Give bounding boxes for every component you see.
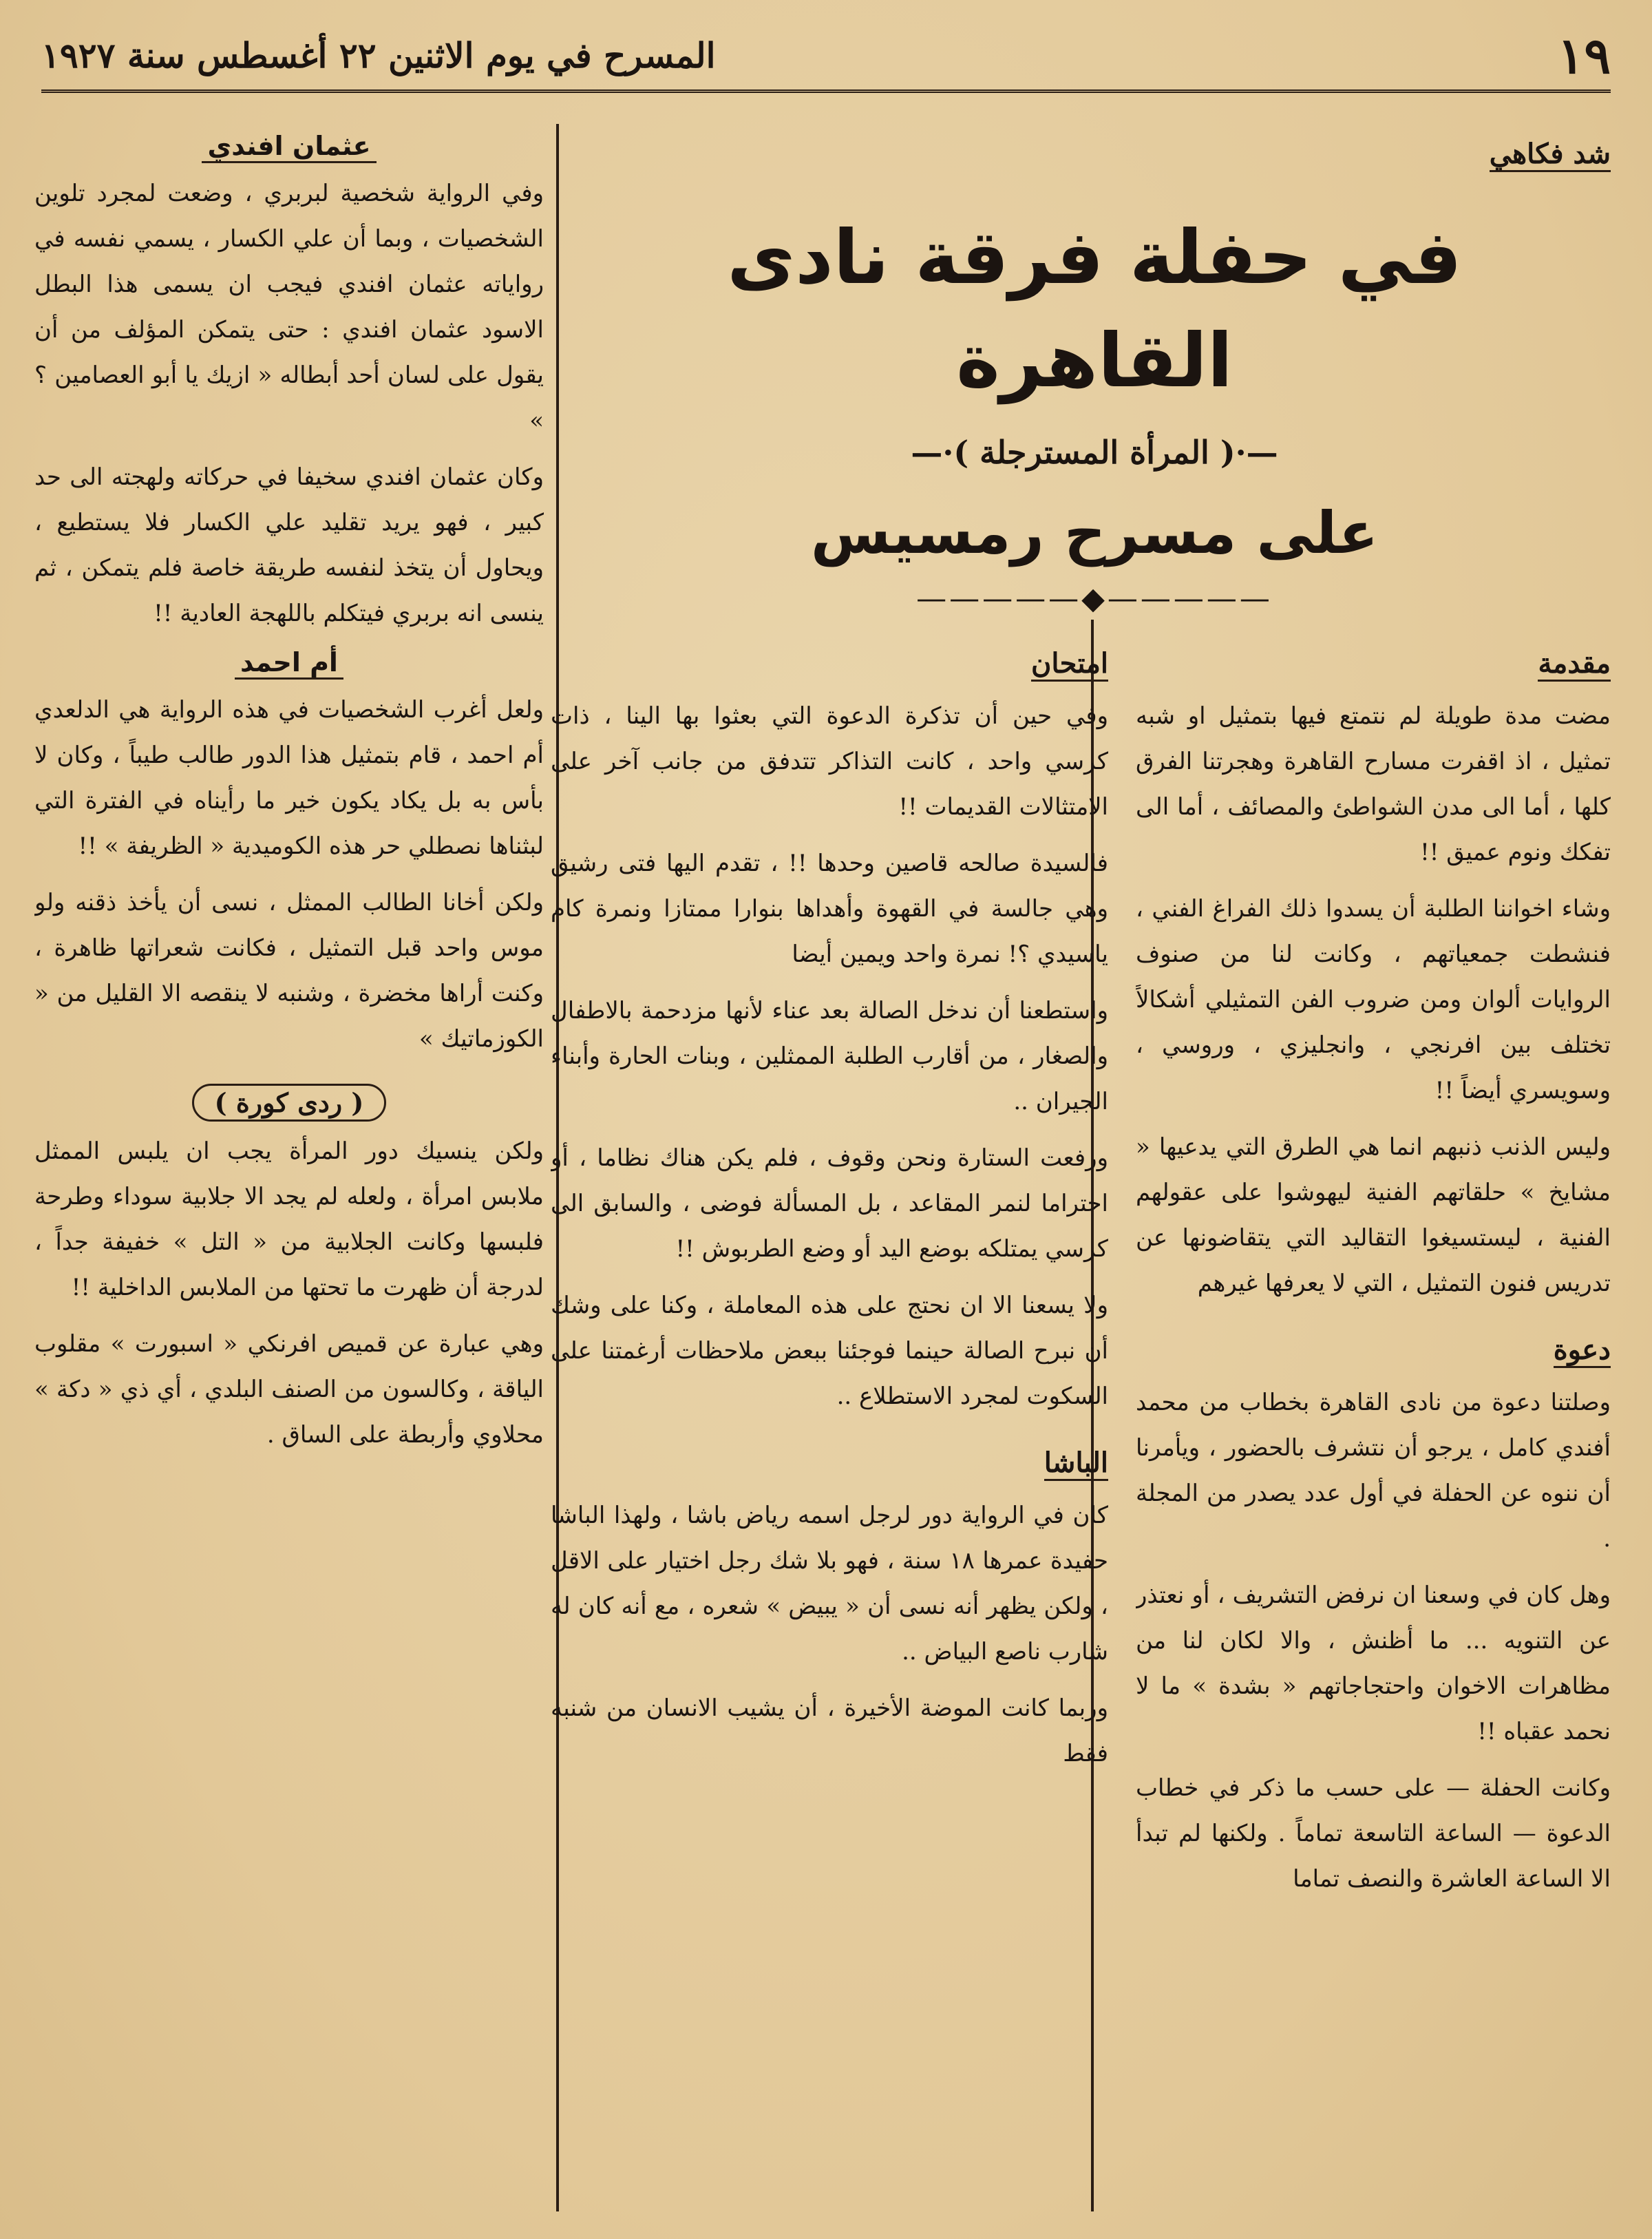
play-title: —·( المرأة المسترجلة )·— xyxy=(911,434,1278,471)
article-kicker-wrap xyxy=(578,138,1611,170)
article-subheadline: على مسرح رمسيس xyxy=(810,499,1379,567)
running-title: المسرح في يوم الاثنين ٢٢ أغسطس سنة ١٩٢٧ xyxy=(41,34,716,76)
paragraph: وليس الذنب ذنبهم انما هي الطرق التي يدعيها « مشايخ » حلقاتهم الفنية ليهوشوا على عقولهم الفنية ، ليستسيغوا التقاليد التي يتقاضونها عن تدريس فنون التمثيل ، التي لا يعرفها غيرهم xyxy=(1136,1133,1611,1297)
paragraph: وهي عبارة عن قميص افرنكي « اسبورت » مقلوب الياقة ، وكالسون من الصنف البلدي ، أي ذي « دكة » محلاوي وأربطة على الساق . xyxy=(34,1330,544,1449)
article-headline-block xyxy=(578,207,1611,616)
paragraph: وكانت الحفلة — على حسب ما ذكر في خطاب الدعوة — الساعة التاسعة تماماً . ولكنها لم تبدأ الا الساعة العاشرة والنصف تماما xyxy=(1136,1774,1611,1893)
paragraph: وكان عثمان افندي سخيفا في حركاته ولهجته الى حد كبير ، فهو يريد تقليد علي الكسار فلا يستطيع ، ويحاول أن يتخذ لنفسه طريقة خاصة فلم يتمكن ، ثم ينسى انه بربري فيتكلم باللهجة العادية !! xyxy=(34,463,544,627)
article-kicker: شد فكاهي xyxy=(1490,138,1611,172)
paragraph: وفي الرواية شخصية لبربري ، وضعت لمجرد تلوين الشخصيات ، وبما أن علي الكسار ، يسمي نفسه في رواياته عثمان افندي فيجب ان يسمى هذا البطل الاسود عثمان افندي : حتى يتمكن المؤلف من أن يقول على لسان أحد أبطاله « ازيك يا أبو العصامين ؟ » xyxy=(34,180,544,434)
paragraph: مضت مدة طويلة لم نتمتع فيها بتمثيل او شبه تمثيل ، اذ اقفرت مسارح القاهرة وهجرتنا الفرق كلها ، أما الى مدن الشواطئ والمصائف ، أما الى تفكك ونوم عميق !! xyxy=(1136,702,1611,866)
column-right xyxy=(1136,620,1611,2211)
section-heading-boxed: ( ردى كورة ) xyxy=(192,1084,387,1122)
paragraph: ولكن أخانا الطالب الممثل ، نسى أن يأخذ ذقنه ولو موس واحد قبل التمثيل ، فكانت شعراتها ظاهرة ، وكنت أراها مخضرة ، وشنبه لا ينقصه الا القليل من « الكوزماتيك » xyxy=(34,889,544,1053)
column-left xyxy=(34,124,544,2211)
paragraph: ولكن ينسيك دور المرأة يجب ان يلبس الممثل ملابس امرأة ، ولعله لم يجد الا جلابية سوداء وطرحة فلبسها وكانت الجلابية من « التل » خفيفة جداً ، لدرجة أن ظهرت ما تحتها من الملابس الداخلية !! xyxy=(34,1137,544,1301)
paragraph: وصلتنا دعوة من نادى القاهرة بخطاب من محمد أفندي كامل ، يرجو أن نتشرف بالحضور ، ويأمرنا أن ننوه عن الحفلة في أول عدد يصدر من المجلة . xyxy=(1136,1389,1611,1553)
paragraph: واستطعنا أن ندخل الصالة بعد عناء لأنها مزدحمة بالاطفال والصغار ، من أقارب الطلبة الممثلين ، وبنات الحارة وأبناء الجيران .. xyxy=(551,997,1108,1115)
paragraph: وربما كانت الموضة الأخيرة ، أن يشيب الانسان من شنبه فقط xyxy=(551,1694,1108,1767)
page-header xyxy=(41,21,1611,93)
paragraph: ورفعت الستارة ونحن وقوف ، فلم يكن هناك نظاما ، أو احتراما لنمر المقاعد ، بل المسألة فوضى ، والسابق الى كرسي يمتلكه بوضع اليد أو وضع الطربوش !! xyxy=(551,1144,1108,1263)
paragraph: ولعل أغرب الشخصيات في هذه الرواية هي الدلعدي أم احمد ، قام بتمثيل هذا الدور طالب طيباً ، وكان لا بأس به بل يكاد يكون خير ما رأيناه في الفترة التي لبثناها نصطلي حر هذه الكوميدية « الظريفة » !! xyxy=(34,696,544,860)
paragraph: وهل كان في وسعنا ان نرفض التشريف ، أو نعتذر عن التنويه ... ما أظنش ، والا لكان لنا من مظاهرات الاخوان واحتجاجاتهم « بشدة » ما لا نحمد عقباه !! xyxy=(1136,1581,1611,1745)
paragraph: فالسيدة صالحه قاصين وحدها !! ، تقدم اليها فتى رشيق وهي جالسة في القهوة وأهداها بنوارا ممتازا ونمرة كام ياسيدي ؟! نمرة واحد ويمين أيضا xyxy=(551,850,1108,968)
paragraph: كان في الرواية دور لرجل اسمه رياض باشا ، ولهذا الباشا حفيدة عمرها ١٨ سنة ، فهو بلا شك رجل اختيار على الاقل ، ولكن يظهر أنه نسى أن « يبيض » شعره ، مع أنه كان له شارب ناصع البياض .. xyxy=(551,1502,1108,1665)
paragraph: ولا يسعنا الا ان نحتج على هذه المعاملة ، وكنا على وشك أن نبرح الصالة حينما فوجئنا ببعض ملاحظات أرغمتنا على السكوت لمجرد الاستطلاع .. xyxy=(551,1292,1108,1410)
paragraph: وشاء اخواننا الطلبة أن يسدوا ذلك الفراغ الفني ، فنشطت جمعياتهم ، وكانت لنا من صنوف الروايات ألوان ومن ضروب الفن التمثيلي أشكالاً تختلف بين افرنجي ، وانجليزي ، وروسي ، وسويسري أيضاً !! xyxy=(1136,895,1611,1104)
section-heading: مقدمة xyxy=(1538,647,1611,682)
section-heading: عثمان افندي xyxy=(202,131,376,163)
ornament-divider: —————◆————— xyxy=(916,581,1273,616)
section-heading: امتحان xyxy=(1031,647,1108,682)
page-number: ١٩ xyxy=(1557,25,1611,85)
column-middle xyxy=(551,620,1108,2211)
section-heading: دعوة xyxy=(1554,1334,1611,1368)
section-heading: الباشا xyxy=(1044,1447,1108,1481)
paragraph: وفي حين أن تذكرة الدعوة التي بعثوا بها الينا ، ذات كرسي واحد ، كانت التذاكر تتدفق من جانب آخر على الامتثالات القديمات !! xyxy=(551,702,1108,821)
section-heading: أم احمد xyxy=(235,647,343,680)
article-headline: في حفلة فرقة نادى القاهرة xyxy=(727,215,1462,404)
